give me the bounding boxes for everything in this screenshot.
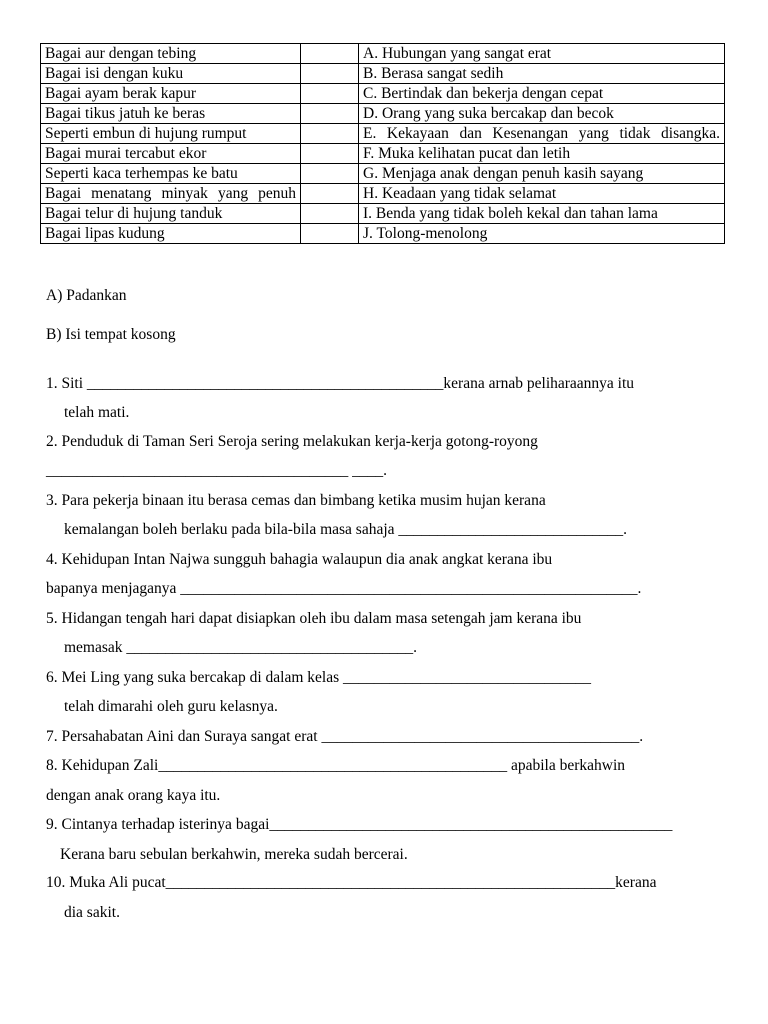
simile-cell: Seperti kaca terhempas ke batu <box>41 164 301 184</box>
question-5: 5. Hidangan tengah hari dapat disiapkan oleh ibu dalam masa setengah jam kerana ibu <box>46 610 582 627</box>
question-8: 8. Kehidupan Zali_____________________________________________ apabila berkahwin <box>46 757 626 774</box>
simile-cell: Seperti embun di hujung rumput <box>41 124 301 144</box>
meaning-cell: A. Hubungan yang sangat erat <box>359 44 725 64</box>
question-3-continued: kemalangan boleh berlaku pada bila-bila masa sahaja _____________________________. <box>64 521 628 538</box>
question-9: 9. Cintanya terhadap isterinya bagai____________________________________________________ <box>46 816 673 833</box>
answer-cell[interactable] <box>301 204 359 224</box>
table-row <box>41 144 725 164</box>
meaning-cell: D. Orang yang suka bercakap dan becok <box>359 104 725 124</box>
table-row <box>41 204 725 224</box>
simile-cell: Bagai telur di hujung tanduk <box>41 204 301 224</box>
section-b-heading: B) Isi tempat kosong <box>46 326 176 343</box>
question-5-continued: memasak _____________________________________. <box>64 639 418 656</box>
table-row <box>41 104 725 124</box>
question-2-continued: _______________________________________ ____. <box>46 462 387 479</box>
meaning-cell: G. Menjaga anak dengan penuh kasih sayang <box>359 164 725 184</box>
answer-cell[interactable] <box>301 44 359 64</box>
question-1: 1. Siti ______________________________________________kerana arnab peliharaannya itu <box>46 375 635 392</box>
answer-cell[interactable] <box>301 184 359 204</box>
question-2: 2. Penduduk di Taman Seri Seroja sering melakukan kerja-kerja gotong-royong <box>46 433 538 450</box>
answer-cell[interactable] <box>301 84 359 104</box>
table-row <box>41 164 725 184</box>
question-3: 3. Para pekerja binaan itu berasa cemas dan bimbang ketika musim hujan kerana <box>46 492 546 509</box>
answer-cell[interactable] <box>301 224 359 244</box>
table-row <box>41 64 725 84</box>
question-7: 7. Persahabatan Aini dan Suraya sangat erat _________________________________________. <box>46 728 644 745</box>
table-row <box>41 224 725 244</box>
question-1-continued: telah mati. <box>64 404 130 421</box>
table-row <box>41 44 725 64</box>
question-10-continued: dia sakit. <box>64 904 120 921</box>
simile-cell: Bagai isi dengan kuku <box>41 64 301 84</box>
meaning-cell: B. Berasa sangat sedih <box>359 64 725 84</box>
question-6: 6. Mei Ling yang suka bercakap di dalam kelas ________________________________ <box>46 669 591 686</box>
simile-cell: Bagai lipas kudung <box>41 224 301 244</box>
question-4-continued: bapanya menjaganya ___________________________________________________________. <box>46 580 642 597</box>
meaning-cell: I. Benda yang tidak boleh kekal dan tahan lama <box>359 204 725 224</box>
section-a-heading: A) Padankan <box>46 287 127 304</box>
meaning-cell: H. Keadaan yang tidak selamat <box>359 184 725 204</box>
simile-cell: Bagai menatang minyak yang penuh <box>41 184 301 204</box>
table-row <box>41 124 725 144</box>
simile-cell: Bagai murai tercabut ekor <box>41 144 301 164</box>
meaning-cell: C. Bertindak dan bekerja dengan cepat <box>359 84 725 104</box>
answer-cell[interactable] <box>301 144 359 164</box>
meaning-cell: F. Muka kelihatan pucat dan letih <box>359 144 725 164</box>
answer-cell[interactable] <box>301 124 359 144</box>
meaning-cell: J. Tolong-menolong <box>359 224 725 244</box>
table-row <box>41 184 725 204</box>
table-row <box>41 84 725 104</box>
answer-cell[interactable] <box>301 104 359 124</box>
question-9-continued: Kerana baru sebulan berkahwin, mereka sudah bercerai. <box>60 846 408 863</box>
question-10: 10. Muka Ali pucat__________________________________________________________kerana <box>46 874 657 891</box>
simile-cell: Bagai aur dengan tebing <box>41 44 301 64</box>
simile-cell: Bagai tikus jatuh ke beras <box>41 104 301 124</box>
question-4: 4. Kehidupan Intan Najwa sungguh bahagia walaupun dia anak angkat kerana ibu <box>46 551 553 568</box>
matching-table <box>40 43 725 244</box>
answer-cell[interactable] <box>301 164 359 184</box>
simile-cell: Bagai ayam berak kapur <box>41 84 301 104</box>
question-6-continued: telah dimarahi oleh guru kelasnya. <box>64 698 278 715</box>
question-8-continued: dengan anak orang kaya itu. <box>46 787 221 804</box>
meaning-cell: E. Kekayaan dan Kesenangan yang tidak disangka. <box>359 124 725 144</box>
answer-cell[interactable] <box>301 64 359 84</box>
